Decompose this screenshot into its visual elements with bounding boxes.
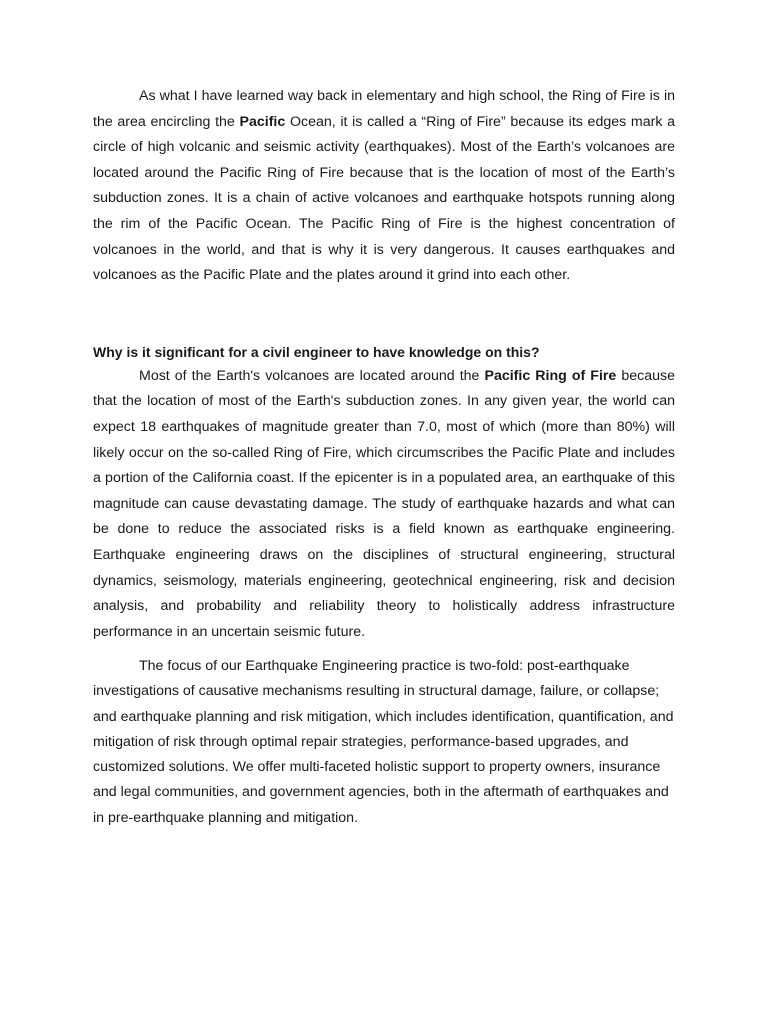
paragraph-text: Ocean, it is called a “Ring of Fire” because its edges mark a circle of high volcanic and seismic activity (earthquakes). Most of the Earth’s volcanoes are located around the Pacific Ring of Fire because that is the location of most of the Earth’s subduction zones. It is a chain of active volcanoes and earthquake hotspots running along the rim of the Pacific Ocean. The Pacific Ring of Fire is the highest concentration of volcanoes in the world, and that is why it is very dangerous. It causes earthquakes and volcanoes as the Pacific Plate and the plates around it grind into each other. — [93, 113, 675, 284]
paragraph-significance — [93, 364, 675, 646]
section-question-heading: Why is it significant for a civil engineer to have knowledge on this? — [93, 343, 540, 360]
paragraph-text: As what I have learned way back in elementary and high school, the Ring of Fire is in the area encircling the — [93, 88, 675, 130]
paragraph-text: because that the location of most of the Earth's subduction zones. In any given year, the world can expect 18 earthquakes of magnitude greater than 7.0, most of which (more than 80%) will likely occur on the so-called Ring of Fire, which circumscribes the Pacific Plate and includes a portion of the California coast. If the epicenter is in a populated area, an earthquake of this magnitude can cause devastating damage. The study of earthquake hazards and what can be done to reduce the associated risks is a field known as earthquake engineering. Earthquake engineering draws on the disciplines of structural engineering, structural dynamics, seismology, materials engineering, geotechnical engineering, risk and decision analysis, and probability and reliability theory to holistically address infrastructure performance in an uncertain seismic future. — [93, 367, 675, 640]
paragraph-text: Most of the Earth's volcanoes are located around the — [139, 367, 485, 384]
document-page — [93, 84, 675, 831]
bold-term-pacific-ring-of-fire: Pacific Ring of Fire — [484, 367, 617, 384]
paragraph-practice-focus: The focus of our Earthquake Engineering practice is two-fold: post-earthquake investigations of causative mechanisms resulting in structural damage, failure, or collapse; and earthquake planning and risk mitigation, which includes identification, quantification, and mitigation of risk through optimal repair strategies, performance-based upgrades, and customized solutions. We offer multi-faceted holistic support to property owners, insurance and legal communities, and government agencies, both in the aftermath of earthquakes and in pre-earthquake planning and mitigation. — [93, 658, 674, 826]
paragraph-ring-of-fire — [93, 84, 675, 289]
bold-term-pacific: Pacific — [239, 113, 286, 130]
